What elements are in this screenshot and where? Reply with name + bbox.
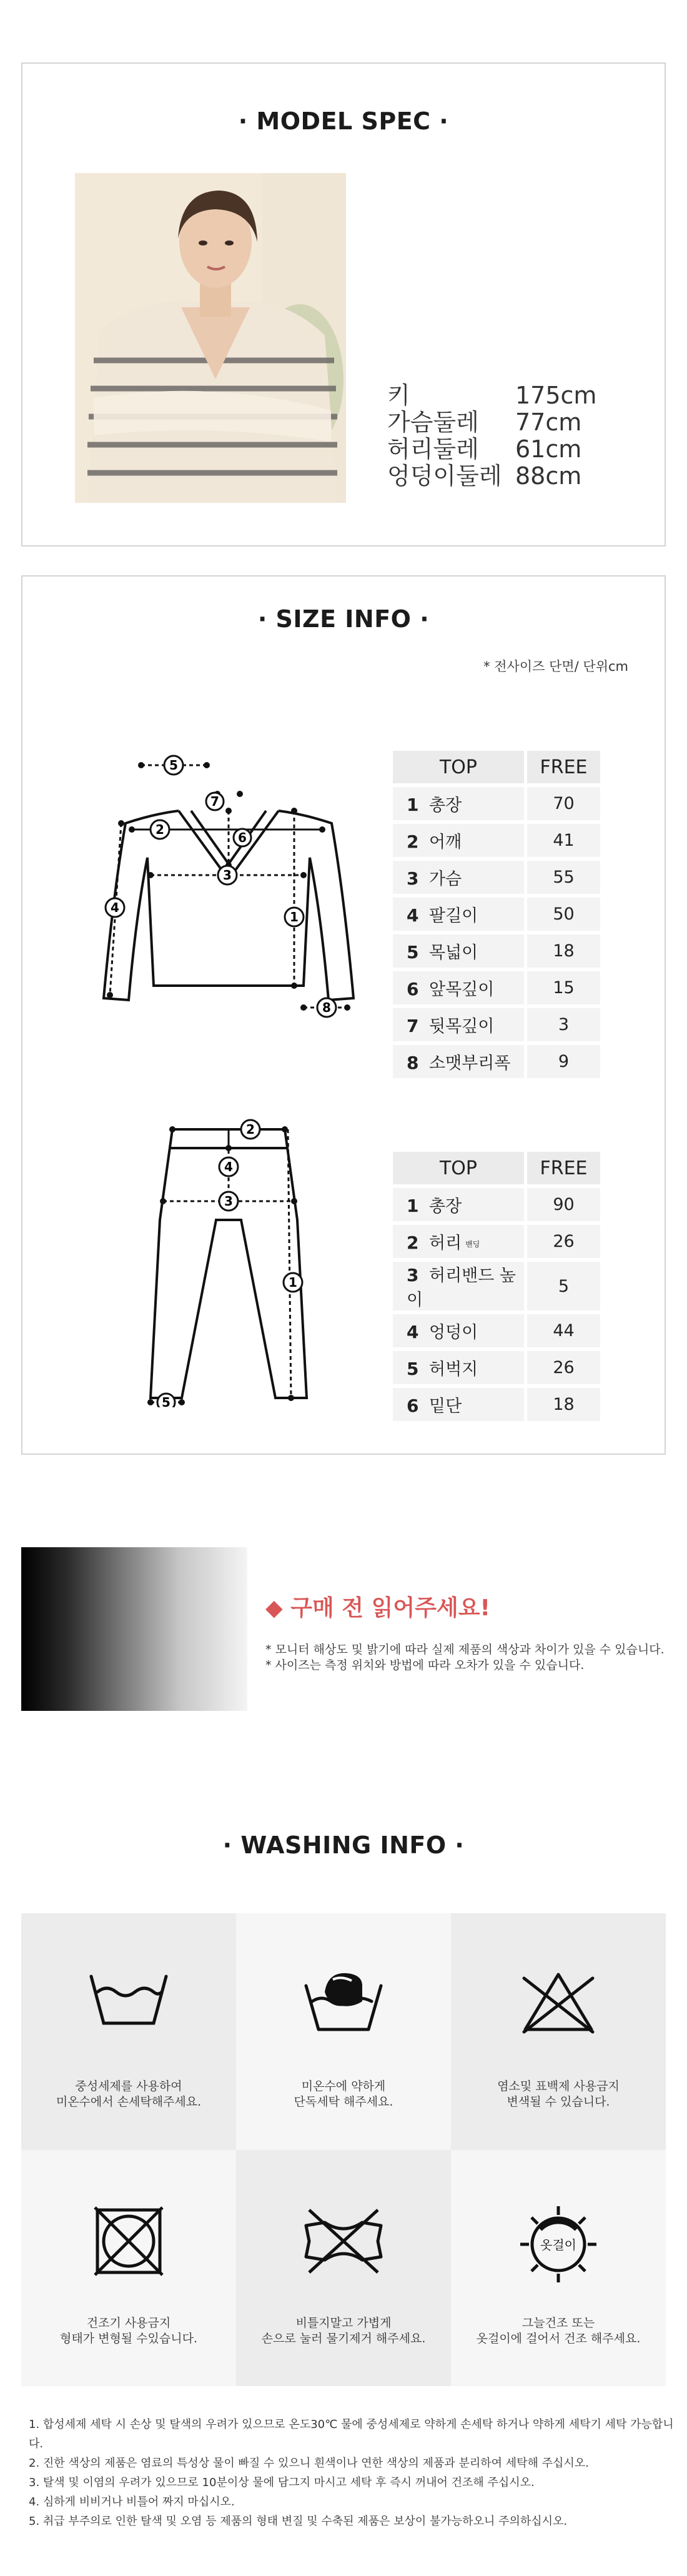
- row-value: 9: [527, 1045, 600, 1078]
- row-value: 3: [527, 1008, 600, 1041]
- row-value: 90: [527, 1188, 600, 1221]
- gradient-banner: [21, 1547, 247, 1711]
- table-row: 4 팔길이 50: [393, 898, 600, 931]
- wash-caption: 염소및 표백제 사용금지 변색될 수 있습니다.: [497, 2079, 620, 2109]
- wash-cell-no-wring: [236, 2150, 451, 2387]
- wash-cell-gentle-wash: [236, 1913, 451, 2150]
- row-name: 밑단: [429, 1397, 462, 1416]
- table-row: 5 허벅지 26: [393, 1351, 600, 1384]
- pants-diagram-label-2: 2: [246, 1122, 255, 1137]
- wash-caption: 중성세제를 사용하여 미온수에서 손세탁해주세요.: [56, 2079, 202, 2109]
- wash-cell-hand-wash: [21, 1913, 236, 2150]
- spec-value: 61cm: [515, 435, 582, 463]
- model-photo: [75, 173, 346, 503]
- table-row: 6 앞목깊이 15: [393, 971, 600, 1004]
- row-name: 목넓이: [429, 943, 478, 963]
- wash-cell-shade-dry: [451, 2150, 666, 2387]
- table-row: 5 목넓이 18: [393, 934, 600, 968]
- table-header: FREE: [527, 1152, 600, 1184]
- top-diagram-label-6: 6: [238, 830, 247, 845]
- row-name: 뒷목깊이: [429, 1017, 495, 1036]
- top-diagram-label-5: 5: [169, 758, 178, 773]
- top-diagram-label-1: 1: [290, 909, 299, 924]
- table-row: 6 밑단 18: [393, 1388, 600, 1421]
- spec-value: 88cm: [515, 462, 582, 490]
- row-value: 50: [527, 898, 600, 931]
- hand-wash-icon: [303, 1967, 384, 2036]
- spec-label: 키: [387, 382, 410, 409]
- table-row: 2 허리 밴딩 26: [393, 1225, 600, 1258]
- notice-line: * 모니터 해상도 및 밝기에 따라 실제 제품의 색상과 차이가 있을 수 있습니다.: [265, 1643, 665, 1657]
- size-note: * 전사이즈 단면/ 단위cm: [483, 659, 628, 674]
- table-row: 3 허리밴드 높이 5: [393, 1262, 600, 1310]
- row-value: 15: [527, 971, 600, 1004]
- row-value: 26: [527, 1225, 600, 1258]
- table-row: 3 가슴 55: [393, 861, 600, 894]
- row-name: 소맷부리폭: [429, 1054, 511, 1073]
- spec-value: 175cm: [515, 382, 597, 409]
- spec-row-bust: [387, 409, 615, 436]
- notice-line: * 사이즈는 측정 위치와 방법에 따라 오차가 있을 수 있습니다.: [265, 1658, 585, 1672]
- top-size-diagram: [79, 751, 372, 1020]
- wash-tub-icon: [88, 1967, 169, 2029]
- table-header: TOP: [393, 751, 524, 783]
- row-value: 18: [527, 934, 600, 968]
- spec-row-height: [387, 382, 615, 409]
- top-diagram-label-2: 2: [156, 822, 164, 837]
- no-bleach-icon: [518, 1967, 599, 2036]
- size-info-section: [21, 575, 666, 1455]
- washing-grid: [21, 1913, 666, 2386]
- row-sub-label: 밴딩: [465, 1240, 480, 1249]
- wash-cell-no-bleach: [451, 1913, 666, 2150]
- pants-diagram-label-5: 5: [162, 1395, 171, 1407]
- spec-label: 허리둘레: [387, 435, 479, 463]
- row-name: 허리: [429, 1234, 462, 1253]
- model-illustration: [75, 173, 346, 503]
- care-note: 4. 심하게 비비거나 비틀어 짜지 마십시오.: [29, 2495, 235, 2509]
- care-note: 1. 합성세제 세탁 시 손상 및 탈색의 우려가 있으므로 온도30℃ 물에 중성세제로 약하게 손세탁 하거나 약하게 세탁기 세탁 가능합니다.: [29, 2418, 674, 2450]
- row-value: 55: [527, 861, 600, 894]
- row-name: 엉덩이: [429, 1323, 478, 1342]
- no-wring-icon: [300, 2204, 387, 2279]
- wash-caption: 건조기 사용금지 형태가 변형될 수있습니다.: [59, 2316, 197, 2346]
- row-name: 팔길이: [429, 906, 478, 926]
- row-value: 18: [527, 1388, 600, 1421]
- pants-size-diagram: [116, 1114, 341, 1407]
- care-note: 2. 진한 색상의 제품은 염료의 특성상 물이 빠질 수 있으니 흰색이나 연한 색상의 제품과 분리하여 세탁해 주십시오.: [29, 2457, 589, 2470]
- row-value: 70: [527, 787, 600, 820]
- pants-diagram-label-4: 4: [224, 1159, 233, 1174]
- row-value: 41: [527, 824, 600, 857]
- top-size-table: [390, 747, 603, 1082]
- row-name: 앞목깊이: [429, 980, 495, 999]
- spec-label: 엉덩이둘레: [387, 462, 502, 490]
- row-name: 어깨: [429, 833, 462, 852]
- table-row: 1 총장 70: [393, 787, 600, 820]
- top-diagram-label-8: 8: [322, 1000, 331, 1015]
- shade-dry-icon: [518, 2204, 599, 2285]
- wash-caption: 비틀지말고 가볍게 손으로 눌러 물기제거 해주세요.: [261, 2316, 426, 2346]
- wash-caption: 그늘건조 또는 옷걸이에 걸어서 건조 해주세요.: [476, 2316, 641, 2346]
- row-name: 허리밴드 높이: [407, 1266, 516, 1310]
- table-row: 7 뒷목깊이 3: [393, 1008, 600, 1041]
- table-row: 1 총장 90: [393, 1188, 600, 1221]
- bottom-size-table: [390, 1148, 603, 1425]
- table-row: 8 소맷부리폭 9: [393, 1045, 600, 1078]
- table-header: TOP: [393, 1152, 524, 1184]
- row-name: 가슴: [429, 869, 462, 889]
- no-tumble-dry-icon: [91, 2204, 166, 2279]
- row-name: 총장: [429, 796, 462, 815]
- wash-cell-no-dryer: [21, 2150, 236, 2387]
- wash-caption: 미온수에 약하게 단독세탁 해주세요.: [294, 2079, 393, 2109]
- table-row: 2 어깨 41: [393, 824, 600, 857]
- spec-value: 77cm: [515, 409, 582, 436]
- top-diagram-label-4: 4: [111, 900, 119, 915]
- pants-diagram-label-1: 1: [289, 1275, 297, 1290]
- notice-title: ◆ 구매 전 읽어주세요!: [265, 1595, 490, 1621]
- care-note: 5. 취급 부주의로 인한 탈색 및 오염 등 제품의 형태 변질 및 수축된 제품은 보상이 불가능하오니 주의하십시오.: [29, 2515, 568, 2528]
- spec-row-hip: [387, 463, 615, 490]
- care-notes: [29, 2415, 687, 2531]
- size-info-title: · SIZE INFO ·: [257, 605, 430, 633]
- washing-info-title: · WASHING INFO ·: [222, 1831, 465, 1859]
- table-header: FREE: [527, 751, 600, 783]
- model-spec-list: [387, 382, 615, 490]
- row-name: 총장: [429, 1197, 462, 1216]
- top-diagram-label-7: 7: [210, 794, 219, 809]
- care-note: 3. 탈색 및 이염의 우려가 있으므로 10분이상 물에 담그지 마시고 세탁 후 즉시 꺼내어 건조해 주십시오.: [29, 2476, 535, 2489]
- row-name: 허벅지: [429, 1360, 478, 1379]
- row-value: 26: [527, 1351, 600, 1384]
- top-diagram-label-3: 3: [223, 868, 232, 883]
- pants-diagram-label-3: 3: [224, 1194, 233, 1209]
- spec-row-waist: [387, 436, 615, 463]
- model-spec-title: · MODEL SPEC ·: [238, 107, 449, 135]
- model-spec-section: [21, 62, 666, 547]
- shade-dry-icon-label: 옷걸이: [540, 2237, 576, 2252]
- spec-label: 가슴둘레: [387, 409, 479, 436]
- row-value: 44: [527, 1314, 600, 1347]
- row-value: 5: [527, 1262, 600, 1310]
- table-row: 4 엉덩이 44: [393, 1314, 600, 1347]
